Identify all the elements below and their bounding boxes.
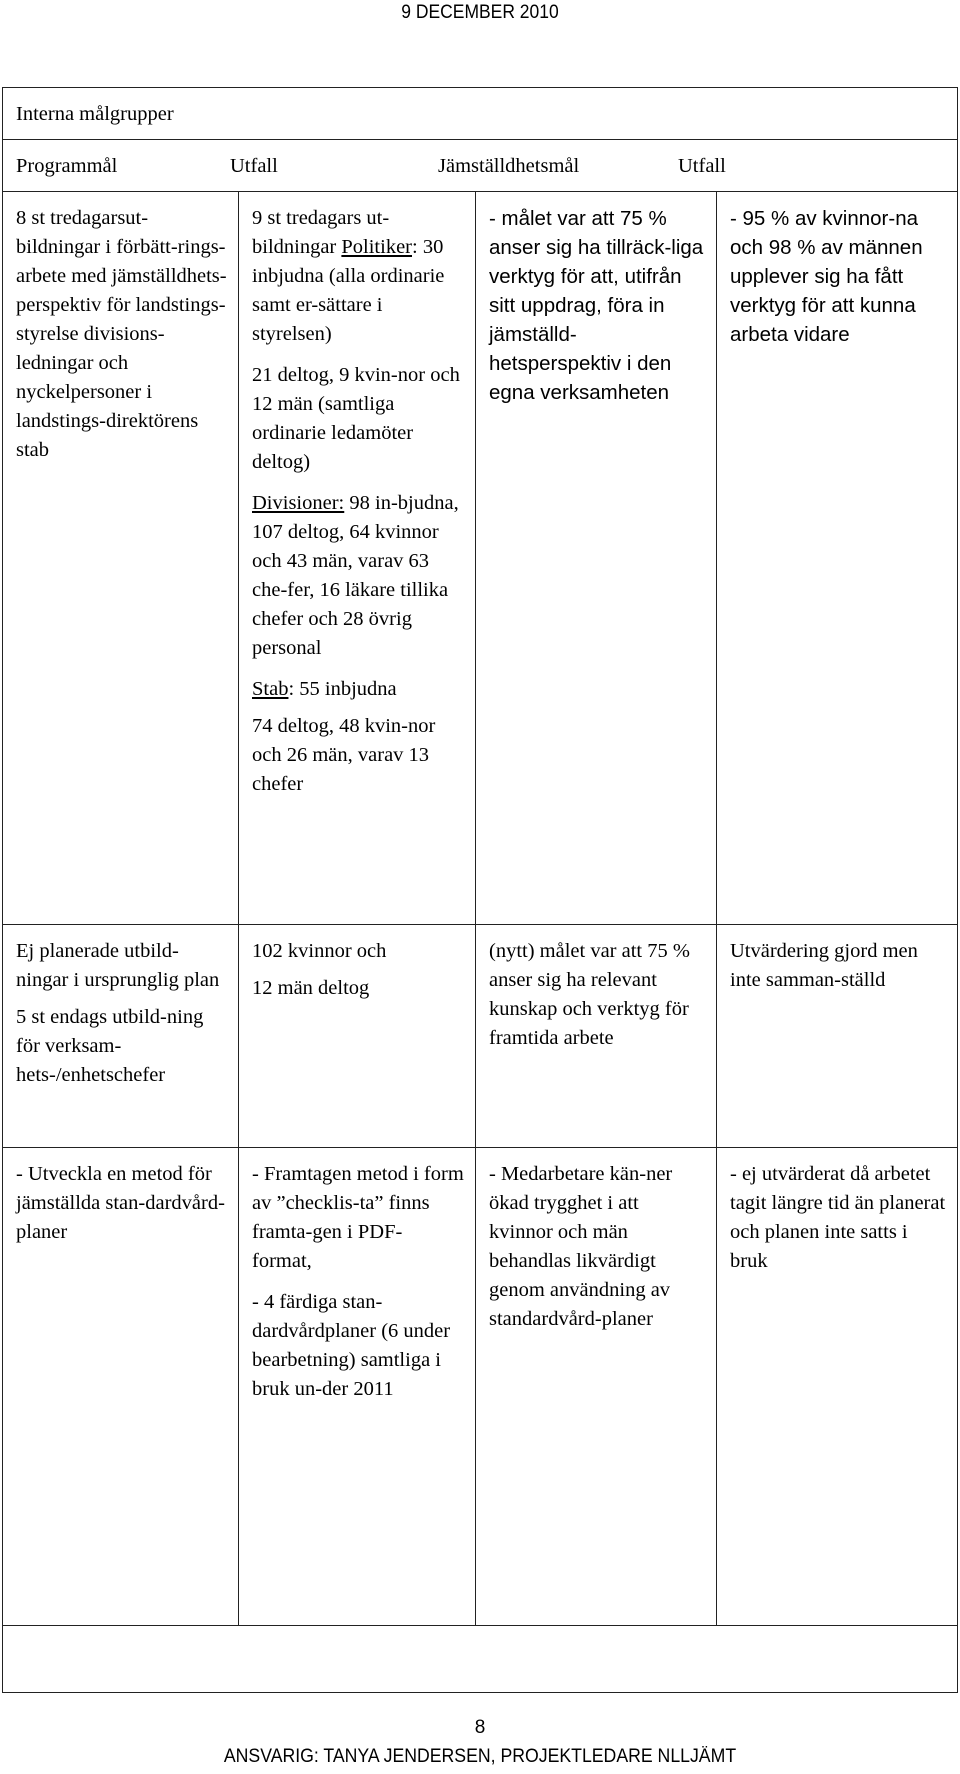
row2-jamstalldhetsmal: (nytt) målet var att 75 % anser sig ha relevant kunskap och verktyg för framtida arbete (476, 925, 717, 1148)
underlined-label: Politiker (341, 236, 412, 258)
column-header-jamstalldhetsmal: Jämställdhetsmål (438, 155, 580, 177)
header-date: 9 DECEMBER 2010 (401, 2, 559, 23)
row2-utfall (239, 925, 476, 1148)
row3-utfall-jamstalldhet: - ej utvärderat då arbetet tagit längre tid än planerat och planen inte satts i bruk (717, 1148, 958, 1626)
text: 9 st tredagars ut-bildningar (252, 207, 390, 258)
row2-utfall-jamstalldhet: Utvärdering gjord men inte samman-ställd (717, 925, 958, 1148)
row1-jamstalldhetsmal: - målet var att 75 % anser sig ha tillräck-liga verktyg för att, utifrån sitt uppdrag, föra in jämställd-hetsperspektiv i den egna verksamheten (476, 192, 717, 925)
table-title-row (3, 88, 958, 140)
text: 98 in-bjudna, 107 deltog, 64 kvinnor och 43 män, varav 63 che-fer, 16 läkare tillika chefer och 28 övrig personal (252, 492, 459, 659)
row3-utfall (239, 1148, 476, 1626)
text: : 55 inbjudna (288, 678, 397, 700)
column-headers (3, 140, 958, 192)
table-row (3, 192, 958, 925)
text: 102 kvinnor och (252, 940, 387, 962)
row1-utfall-stab (252, 675, 465, 704)
table-title: Interna målgrupper (3, 88, 958, 140)
column-header-utfall-2: Utfall (678, 155, 726, 177)
text: 5 st endags utbild-ning för verksam-hets-/enhetschefer (16, 1006, 204, 1086)
row1-utfall-stab-deltog: 74 deltog, 48 kvin-nor och 26 män, varav 13 chefer (252, 715, 436, 795)
row2-programmal (3, 925, 239, 1148)
column-header-programmal: Programmål (16, 155, 118, 177)
table-row (3, 925, 958, 1148)
row1-utfall (239, 192, 476, 925)
row3-jamstalldhetsmal: - Medarbetare kän-ner ökad trygghet i att kvinnor och män behandlas likvärdigt genom användning av standardvård-planer (476, 1148, 717, 1626)
row1-programmal: 8 st tredagarsut-bildningar i förbätt-rings-arbete med jämställdhets-perspektiv för landstings-styrelse divisions-ledningar och nyckelpersoner i landstings-direktörens stab (3, 192, 239, 925)
row1-utfall-politiker (252, 204, 465, 349)
table-row-empty (3, 1626, 958, 1693)
underlined-label: Stab (252, 678, 289, 700)
footer-responsible: ANSVARIG: TANYA JENDERSEN, PROJEKTLEDARE NLLJÄMT (223, 1746, 737, 1767)
table-header-row (3, 140, 958, 192)
text: : 30 inbjudna (alla ordinarie samt er-sättare i styrelsen) (252, 236, 445, 345)
row1-utfall-politiker-deltog: 21 deltog, 9 kvin-nor och 12 män (samtliga ordinarie ledamöter deltog) (252, 364, 460, 473)
text: - 4 färdiga stan-dardvårdplaner (6 under bearbetning) samtliga i bruk un-der 2011 (252, 1291, 451, 1400)
table-row (3, 1148, 958, 1626)
page-number: 8 (474, 1717, 486, 1738)
text: Ej planerade utbild-ningar i ursprunglig plan (16, 940, 220, 991)
text: 12 män deltog (252, 977, 370, 999)
text: - Framtagen metod i form av ”checklis-ta” finns framta-gen i PDF- format, (252, 1163, 464, 1272)
column-header-utfall-1: Utfall (230, 155, 278, 177)
row1-utfall-jamstalldhet: - 95 % av kvinnor-na och 98 % av männen upplever sig ha fått verktyg för att kunna arbeta vidare (717, 192, 958, 925)
empty-cell (3, 1626, 958, 1693)
row3-programmal: - Utveckla en metod för jämställda stan-dardvård-planer (3, 1148, 239, 1626)
row1-utfall-divisioner (252, 489, 465, 663)
goals-table (2, 87, 958, 1693)
underlined-label: Divisioner: (252, 492, 345, 514)
